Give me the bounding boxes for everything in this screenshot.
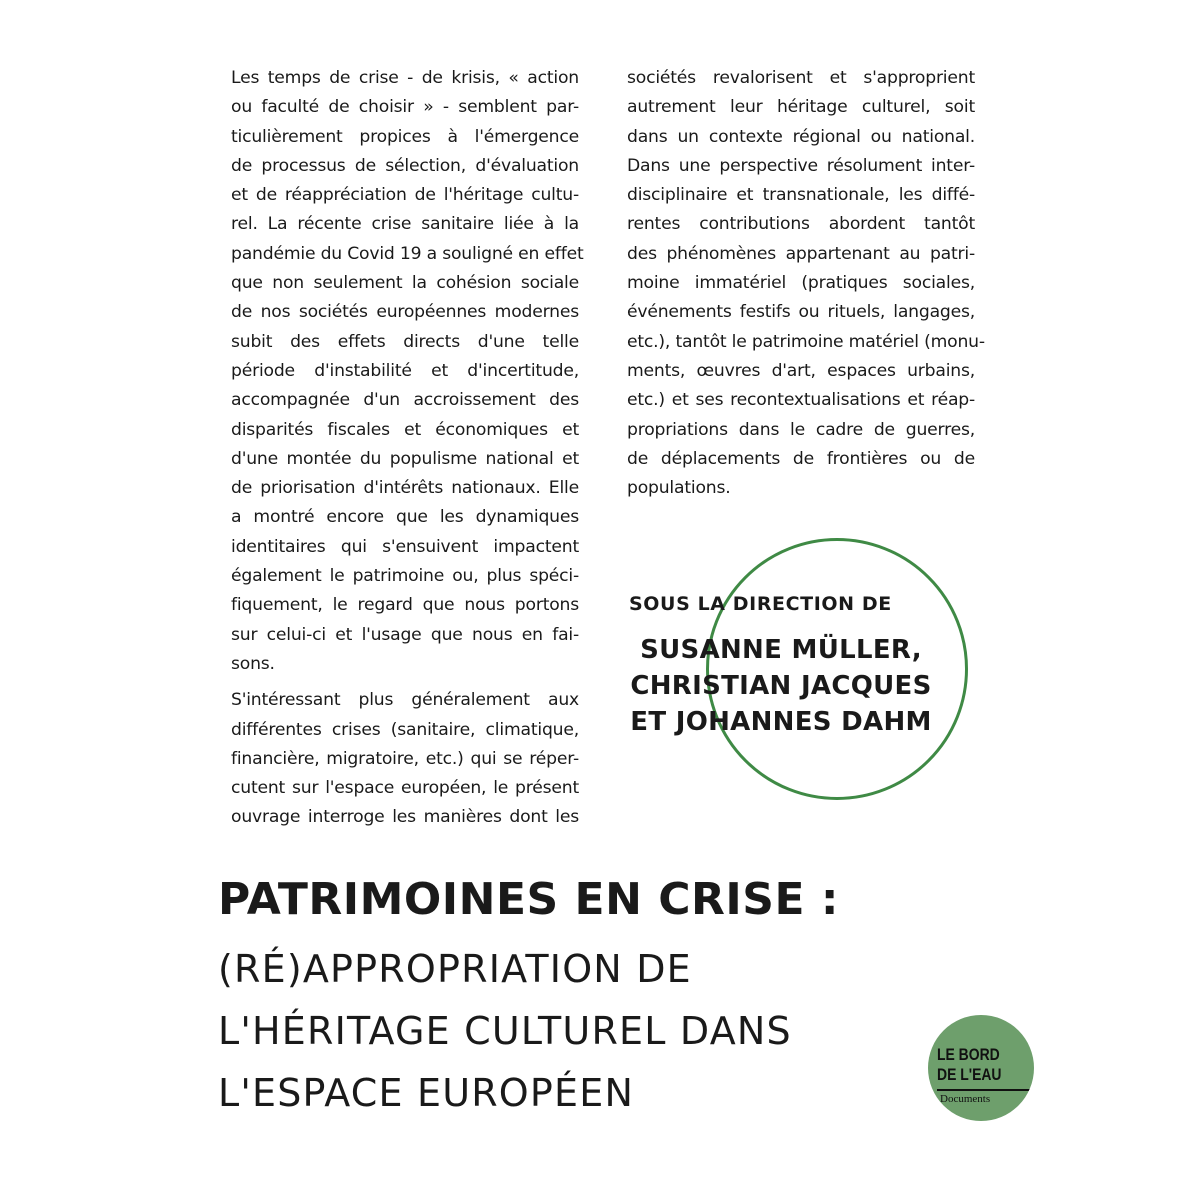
author-1: SUSANNE MÜLLER, [640,635,922,665]
text-line: de priorisation d'intérêts nationaux. Elle [231,478,579,499]
text-line: identitaires qui s'ensuivent impactent [231,536,579,557]
text-line: sons. [231,653,275,674]
intro-paragraph-3 [627,64,985,503]
text-line: ou faculté de choisir » - semblent par- [231,97,579,118]
text-line: propriations dans le cadre de guerres, [627,419,975,440]
publisher-rule [937,1089,1031,1091]
text-line: que non seulement la cohésion sociale [231,273,579,294]
authors-block [614,632,948,740]
intro-paragraph-2 [231,686,579,832]
intro-right-column [627,64,985,503]
book-title: PATRIMOINES EN CRISE : [218,874,839,925]
direction-label: SOUS LA DIRECTION DE [629,593,892,615]
text-line: S'intéressant plus généralement aux [231,690,579,711]
book-subtitle [218,938,792,1124]
intro-paragraph-1 [231,64,584,679]
author-3: ET JOHANNES DAHM [630,707,932,737]
text-line: populations. [627,478,731,499]
text-line: rentes contributions abordent tantôt [627,214,975,235]
text-line: autrement leur héritage culturel, soit [627,97,975,118]
text-line: subit des effets directs d'une telle [231,331,579,352]
text-line: moine immatériel (pratiques sociales, [627,273,975,294]
text-line: disparités fiscales et économiques et [231,419,579,440]
text-line: de processus de sélection, d'évaluation [231,155,579,176]
text-line: également le patrimoine ou, plus spéci- [231,566,579,587]
author-2: CHRISTIAN JACQUES [630,671,932,701]
text-line: sociétés revalorisent et s'approprient [627,68,975,88]
text-line: financière, migratoire, etc.) qui se réper- [231,748,579,769]
text-line: des phénomènes appartenant au patri- [627,243,975,264]
text-line: de nos sociétés européennes modernes [231,302,579,323]
subtitle-line-1: (RÉ)APPROPRIATION DE [218,947,692,991]
text-line: accompagnée d'un accroissement des [231,390,579,411]
text-line: d'une montée du populisme national et [231,448,579,469]
text-line: etc.), tantôt le patrimoine matériel (monu- [627,331,985,352]
subtitle-line-2: L'HÉRITAGE CULTUREL DANS [218,1009,792,1053]
text-line: sur celui-ci et l'usage que nous en fai- [231,624,579,645]
publisher-logo [928,1015,1034,1121]
text-line: etc.) et ses recontextualisations et réap- [627,390,975,411]
publisher-name [937,1045,1002,1085]
text-line: ticulièrement propices à l'émergence [231,126,579,147]
subtitle-line-3: L'ESPACE EUROPÉEN [218,1071,635,1115]
text-line: Les temps de crise - de krisis, « action [231,68,579,88]
intro-left-column [231,64,584,833]
text-line: fiquement, le regard que nous portons [231,595,579,616]
publisher-name-line-2: DE L'EAU [937,1065,1002,1084]
text-line: a montré encore que les dynamiques [231,507,579,528]
text-line: période d'instabilité et d'incertitude, [231,360,579,381]
text-line: ouvrage interroge les manières dont les [231,807,579,828]
text-line: cutent sur l'espace européen, le présent [231,778,579,799]
text-line: dans un contexte régional ou national. [627,126,975,147]
publisher-name-line-1: LE BORD [937,1045,1000,1064]
publisher-series: Documents [940,1093,991,1105]
text-line: événements festifs ou rituels, langages, [627,302,975,323]
text-line: ments, œuvres d'art, espaces urbains, [627,360,975,381]
text-line: et de réappréciation de l'héritage cultu- [231,185,579,206]
text-line: Dans une perspective résolument inter- [627,155,975,176]
text-line: rel. La récente crise sanitaire liée à la [231,214,579,235]
text-line: disciplinaire et transnationale, les diffé- [627,185,975,206]
text-line: différentes crises (sanitaire, climatique, [231,719,579,740]
text-line: de déplacements de frontières ou de [627,448,975,469]
text-line: pandémie du Covid 19 a souligné en effet [231,243,584,264]
